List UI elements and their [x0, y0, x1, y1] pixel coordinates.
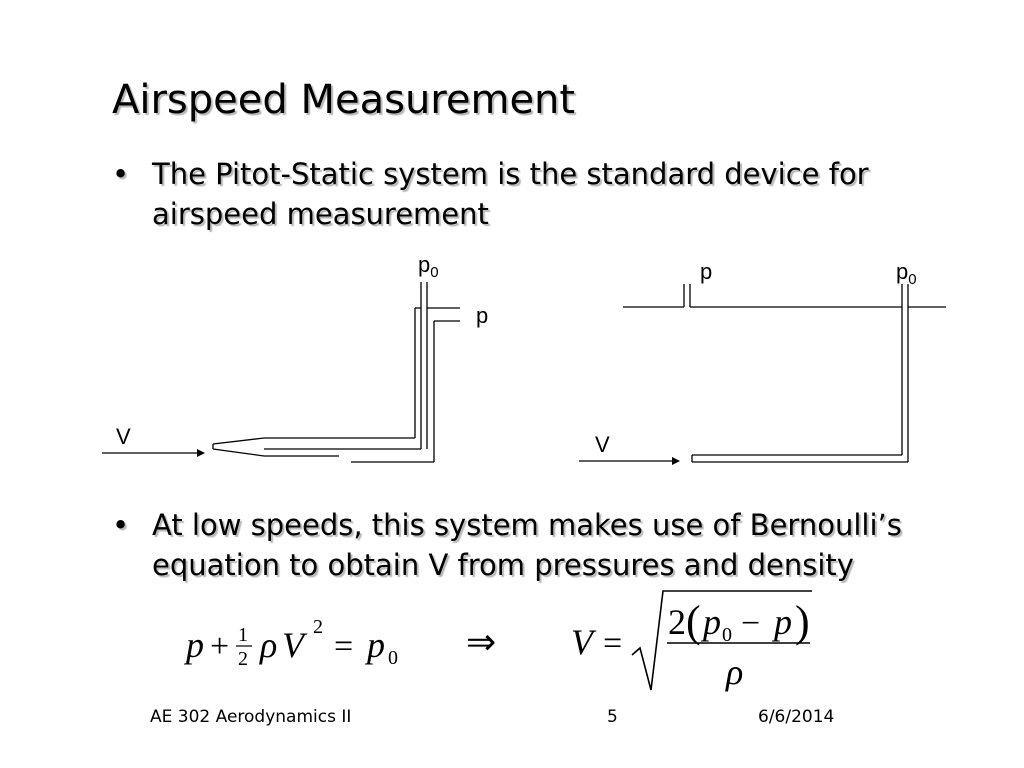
- eq-p0: p: [367, 625, 385, 665]
- slide-title: Airspeed Measurement: [112, 77, 576, 123]
- left-p-label: p: [476, 303, 489, 328]
- left-v-label: V: [116, 424, 131, 449]
- left-p0-label: $p_0$: [418, 252, 439, 281]
- bullet-text: At low speeds, this system makes use of Bernoulli’s equation to obtain V from pressures and density: [152, 508, 902, 582]
- eq-rho: ρ: [260, 625, 278, 665]
- eq-num-p: p: [774, 602, 792, 642]
- eq-lparen: (: [686, 597, 701, 646]
- footer-page-number: 5: [607, 707, 618, 727]
- eq-half-denominator: 2: [238, 648, 248, 670]
- eq-minus: −: [741, 605, 761, 642]
- eq-den-rho: ρ: [726, 652, 744, 692]
- right-p0-label: $p_0$: [896, 259, 917, 288]
- pitot-static-diagram: [0, 240, 1024, 480]
- eq-half-numerator: 1: [238, 624, 248, 646]
- bernoulli-equation: [0, 585, 1024, 695]
- footer-date: 6/6/2014: [758, 707, 835, 727]
- eq-exponent: 2: [313, 616, 323, 638]
- eq-two: 2: [668, 602, 686, 642]
- eq-num-p0-sub: 0: [722, 624, 732, 646]
- right-v-label: V: [595, 432, 610, 457]
- bullet-text: The Pitot-Static system is the standard device for airspeed measurement: [152, 157, 869, 231]
- eq-p: p: [186, 625, 204, 665]
- implies-symbol: ⇒: [466, 622, 497, 662]
- eq-num-p0: p: [703, 602, 721, 642]
- eq-rhs-equals: =: [603, 625, 623, 662]
- eq-rparen: ): [795, 597, 810, 646]
- right-p-label: p: [700, 259, 713, 284]
- eq-rhs-v: V: [571, 622, 593, 662]
- eq-equals: =: [334, 628, 354, 665]
- eq-p0-sub: 0: [388, 647, 398, 669]
- eq-plus: +: [210, 628, 230, 665]
- bullet-marker: •: [112, 157, 130, 191]
- eq-v: V: [282, 625, 304, 665]
- footer-course: AE 302 Aerodynamics II: [150, 707, 352, 727]
- bullet-marker: •: [112, 508, 130, 542]
